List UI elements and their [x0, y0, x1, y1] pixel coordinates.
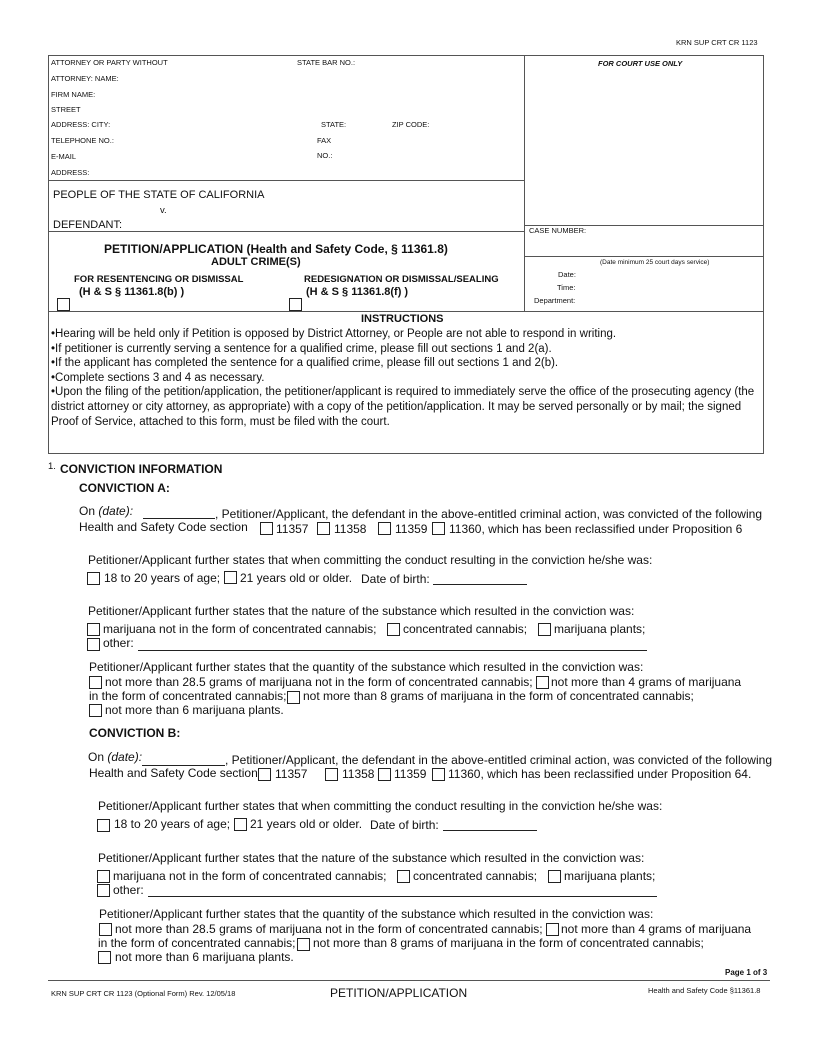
telephone-label: TELEPHONE NO.: — [51, 136, 114, 145]
hearing-department-label: Department: — [534, 296, 576, 305]
option1-label-1: FOR RESENTENCING OR DISMISSAL — [74, 274, 244, 285]
quantity-label: not more than 4 grams of marijuana — [561, 922, 752, 936]
hearing-time-label: Time: — [557, 283, 576, 292]
conviction-b-other-checkbox[interactable] — [97, 884, 110, 897]
conviction-b-11357-checkbox[interactable] — [258, 768, 271, 781]
footer-title: PETITION/APPLICATION — [330, 986, 468, 1000]
code-label: 11358 — [334, 522, 367, 536]
conviction-b-heading: CONVICTION B: — [89, 726, 181, 740]
instructions-list — [51, 327, 763, 429]
instructions-heading: INSTRUCTIONS — [361, 313, 444, 325]
conviction-a-date-field[interactable] — [143, 518, 215, 519]
conviction-b-11360-checkbox[interactable] — [432, 768, 445, 781]
substance-label: marijuana not in the form of concentrated cannabis; — [103, 622, 377, 636]
instruction-item: •If the applicant has completed the sentence for a qualified crime, please fill out sections 1 and 2(b). — [51, 357, 559, 370]
petition-subtitle: ADULT CRIME(S) — [211, 256, 301, 268]
conviction-b-11358-checkbox[interactable] — [325, 768, 338, 781]
conviction-a-q2-checkbox[interactable] — [536, 676, 549, 689]
conviction-a-not-concentrated-checkbox[interactable] — [87, 623, 100, 636]
conviction-a-nature-intro: Petitioner/Applicant further states that the nature of the substance which resulted in the conviction was: — [88, 604, 635, 618]
quantity-label: not more than 28.5 grams of marijuana not in the form of concentrated cannabis; — [115, 922, 543, 936]
instruction-item: •Hearing will be held only if Petition is opposed by District Attorney, or People are not able to respond in writing. — [51, 328, 617, 340]
instruction-item: •If petitioner is currently serving a sentence for a qualified crime, please fill out sections 1 and 2(a). — [51, 342, 552, 355]
conviction-a-other-field[interactable] — [138, 650, 647, 651]
quantity-label: in the form of concentrated cannabis; — [98, 936, 296, 950]
conviction-a-quantity-intro: Petitioner/Applicant further states that the quantity of the substance which resulted in the conviction was: — [89, 660, 644, 674]
conviction-a-convicted-text: , Petitioner/Applicant, the defendant in the above-entitled criminal action, was convicted of the following — [215, 507, 762, 521]
section-number: 1. — [48, 461, 56, 472]
state-label: STATE: — [321, 120, 347, 129]
conviction-b-plants-checkbox[interactable] — [548, 870, 561, 883]
conviction-b-q4-checkbox[interactable] — [98, 951, 111, 964]
state-bar-label: STATE BAR NO.: — [297, 58, 356, 67]
conviction-b-on-label: On (date): — [88, 750, 143, 764]
code-label: 11357 — [275, 767, 308, 781]
section-heading: CONVICTION INFORMATION — [60, 462, 223, 476]
code-label: 11360, which has been reclassified under Proposition 6 — [449, 522, 743, 536]
substance-label: marijuana plants; — [564, 869, 656, 883]
quantity-label: not more than 28.5 grams of marijuana not in the form of concentrated cannabis; — [105, 675, 533, 689]
attorney-box — [48, 55, 525, 181]
address-label: ADDRESS: — [51, 168, 90, 177]
conviction-a-on-label: On (date): — [79, 504, 134, 518]
conviction-a-11357-checkbox[interactable] — [260, 522, 273, 535]
conviction-b-age-21-checkbox[interactable] — [234, 818, 247, 831]
conviction-a-11360-checkbox[interactable] — [432, 522, 445, 535]
conviction-b-other-field[interactable] — [148, 896, 657, 897]
versus-text: v. — [160, 205, 167, 216]
fax-no-label: NO.: — [317, 151, 333, 160]
code-label: 11359 — [394, 767, 427, 781]
conviction-b-nature-intro: Petitioner/Applicant further states that the nature of the substance which resulted in the conviction was: — [98, 851, 645, 865]
dob-label: Date of birth: — [370, 818, 439, 832]
conviction-b-age-18-20-checkbox[interactable] — [97, 819, 110, 832]
other-label: other: — [103, 636, 134, 650]
conviction-a-11358-checkbox[interactable] — [317, 522, 330, 535]
attorney-name-label: ATTORNEY: NAME: — [51, 74, 119, 83]
conviction-a-q1-checkbox[interactable] — [89, 676, 102, 689]
email-label: E-MAIL — [51, 152, 77, 161]
instruction-item: •Upon the filing of the petition/application, the petitioner/applicant is required to immediately serve the office of the prosecuting agency (the district attorney or city attorney, as appropriate) with a copy of the petition/application. It may be served personally or by mail; the signed Proof of Service, attached to this form, must be filed with the court. — [51, 386, 755, 428]
age-label: 18 to 20 years of age; — [114, 817, 231, 831]
code-label: 11359 — [395, 522, 428, 536]
attorney-or-party-label: ATTORNEY OR PARTY WITHOUT — [51, 58, 168, 67]
code-label: 11358 — [342, 767, 375, 781]
conviction-a-plants-checkbox[interactable] — [538, 623, 551, 636]
court-use-label: FOR COURT USE ONLY — [598, 59, 683, 68]
substance-label: marijuana not in the form of concentrated cannabis; — [113, 869, 387, 883]
conviction-a-age-21-checkbox[interactable] — [224, 571, 237, 584]
conviction-b-not-concentrated-checkbox[interactable] — [97, 870, 110, 883]
conviction-a-other-checkbox[interactable] — [87, 638, 100, 651]
conviction-b-q2-checkbox[interactable] — [546, 923, 559, 936]
redesignation-checkbox[interactable] — [289, 298, 302, 311]
footer-divider — [48, 980, 770, 981]
page-number: Page 1 of 3 — [725, 968, 768, 977]
conviction-a-dob-field[interactable] — [433, 584, 527, 585]
conviction-b-dob-field[interactable] — [443, 830, 537, 831]
footer-form-code: KRN SUP CRT CR 1123 (Optional Form) Rev. 12/05/18 — [51, 989, 236, 998]
petition-title: PETITION/APPLICATION (Health and Safety Code, § 11361.8) — [104, 242, 448, 256]
quantity-label: not more than 4 grams of marijuana — [551, 675, 742, 689]
conviction-b-hs-section: Health and Safety Code section — [89, 766, 258, 780]
conviction-b-11359-checkbox[interactable] — [378, 768, 391, 781]
substance-label: marijuana plants; — [554, 622, 646, 636]
age-label: 21 years old or older. — [240, 571, 353, 585]
conviction-b-convicted-text: , Petitioner/Applicant, the defendant in the above-entitled criminal action, was convicted of the following — [225, 753, 772, 767]
quantity-label: not more than 6 marijuana plants. — [105, 703, 284, 717]
firm-name-label: FIRM NAME: — [51, 90, 96, 99]
option2-label-2: (H & S § 11361.8(f) ) — [306, 286, 409, 298]
conviction-b-age-intro: Petitioner/Applicant further states that when committing the conduct resulting in the conviction he/she was: — [98, 799, 663, 813]
hearing-date-label: Date: — [558, 270, 576, 279]
other-label: other: — [113, 883, 144, 897]
footer-code-ref: Health and Safety Code §11361.8 — [648, 986, 761, 995]
age-label: 18 to 20 years of age; — [104, 571, 221, 585]
case-number-label: CASE NUMBER: — [529, 226, 587, 235]
court-use-box — [524, 55, 764, 226]
conviction-b-q3-checkbox[interactable] — [297, 938, 310, 951]
conviction-a-age-18-20-checkbox[interactable] — [87, 572, 100, 585]
fax-label: FAX — [317, 136, 332, 145]
conviction-b-q1-checkbox[interactable] — [99, 923, 112, 936]
quantity-label: not more than 8 grams of marijuana in the form of concentrated cannabis; — [303, 689, 694, 703]
substance-label: concentrated cannabis; — [413, 869, 538, 883]
option2-label-1: REDESIGNATION OR DISMISSAL/SEALING — [304, 274, 499, 285]
conviction-a-q3-checkbox[interactable] — [287, 691, 300, 704]
substance-label: concentrated cannabis; — [403, 622, 528, 636]
conviction-a-11359-checkbox[interactable] — [378, 522, 391, 535]
conviction-a-heading: CONVICTION A: — [79, 481, 170, 495]
code-label: 11357 — [276, 522, 309, 536]
conviction-a-age-intro: Petitioner/Applicant further states that when committing the conduct resulting in the conviction he/she was: — [88, 553, 653, 567]
quantity-label: in the form of concentrated cannabis; — [89, 689, 287, 703]
resentencing-checkbox[interactable] — [57, 298, 70, 311]
zip-code-label: ZIP CODE: — [392, 120, 430, 129]
conviction-a-concentrated-checkbox[interactable] — [387, 623, 400, 636]
conviction-b-concentrated-checkbox[interactable] — [397, 870, 410, 883]
defendant-label: DEFENDANT: — [53, 219, 123, 231]
dob-label: Date of birth: — [361, 572, 430, 586]
address-city-label: ADDRESS: CITY: — [51, 120, 111, 129]
street-label: STREET — [51, 105, 81, 114]
conviction-b-quantity-intro: Petitioner/Applicant further states that the quantity of the substance which resulted in the conviction was: — [99, 907, 654, 921]
code-label: 11360, which has been reclassified under Proposition 64. — [448, 767, 752, 781]
quantity-label: not more than 8 grams of marijuana in the form of concentrated cannabis; — [313, 936, 704, 950]
conviction-a-hs-section: Health and Safety Code section — [79, 520, 248, 534]
option1-label-2: (H & S § 11361.8(b) ) — [79, 286, 185, 298]
people-caption: PEOPLE OF THE STATE OF CALIFORNIA — [53, 189, 265, 201]
age-label: 21 years old or older. — [250, 817, 363, 831]
date-note: (Date minimum 25 court days service) — [600, 259, 710, 266]
quantity-label: not more than 6 marijuana plants. — [115, 950, 294, 964]
instruction-item: •Complete sections 3 and 4 as necessary. — [51, 371, 265, 384]
form-code-top: KRN SUP CRT CR 1123 — [676, 38, 758, 47]
conviction-a-q4-checkbox[interactable] — [89, 704, 102, 717]
